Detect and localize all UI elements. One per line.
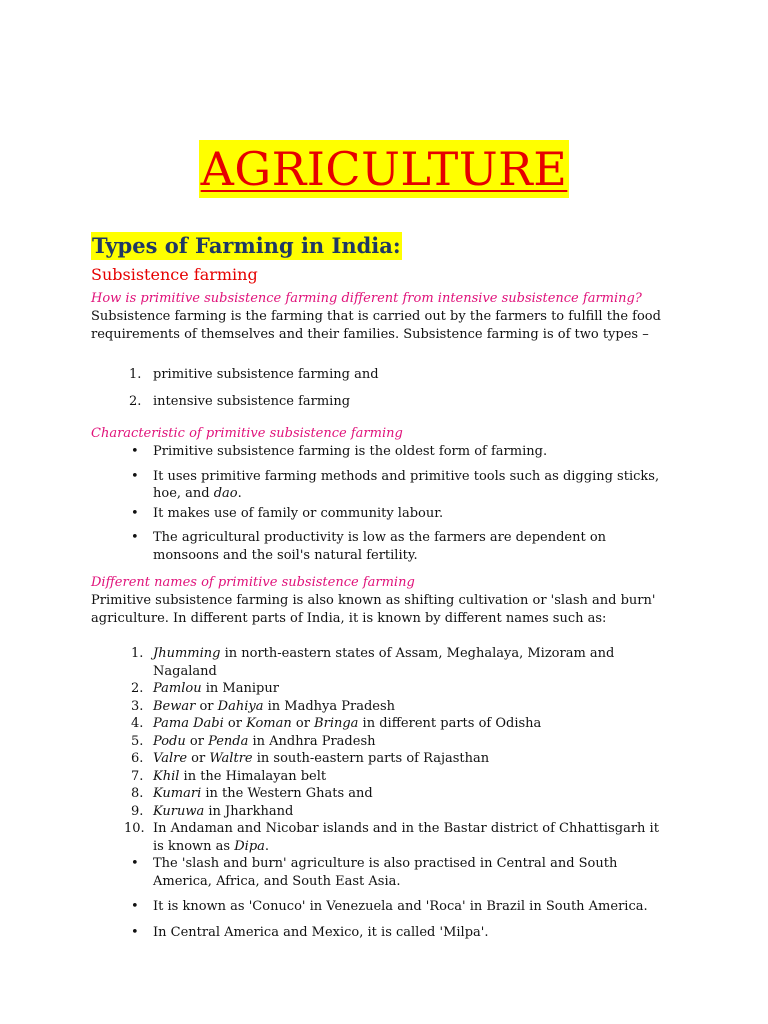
question-text: How is primitive subsistence farming different from intensive subsistence farming? (91, 291, 642, 306)
subsection-heading: Subsistence farming (91, 265, 258, 284)
list-item: • In Central America and Mexico, it is called 'Milpa'. (91, 924, 671, 942)
document-content (91, 232, 671, 941)
list-item: 6. Valre or Waltre in south-eastern parts of Rajasthan (131, 751, 490, 766)
list-item: • It makes use of family or community labour. (91, 505, 671, 523)
list-item: 5. Podu or Penda in Andhra Pradesh (131, 733, 376, 749)
list-item: • It is known as 'Conuco' in Venezuela and 'Roca' in Brazil in South America. (91, 898, 671, 916)
list-item: • It uses primitive farming methods and primitive tools such as digging sticks, hoe, and dao. (91, 468, 671, 503)
document-title: AGRICULTURE (200, 142, 568, 196)
list-item: • Primitive subsistence farming is the oldest form of farming. (91, 443, 671, 461)
types-list (91, 361, 671, 415)
list-item: • The agricultural productivity is low as the farmers are dependent on monsoons and the soil's natural fertility. (91, 529, 671, 564)
section-heading: Types of Farming in India: (92, 233, 401, 258)
title-wrap (0, 140, 768, 198)
list-item: 2. intensive subsistence farming (129, 394, 351, 409)
names-list (91, 645, 671, 855)
list-item: 10. In Andaman and Nicobar islands and in the Bastar district of Chhattisgarh it is known as Dipa. (124, 821, 659, 854)
list-item: 1. Jhumming in north-eastern states of Assam, Meghalaya, Mizoram and Nagaland (131, 646, 615, 679)
world-names-list (91, 855, 671, 941)
list-item: 3. Bewar or Dahiya in Madhya Pradesh (131, 698, 396, 714)
names-heading: Different names of primitive subsistence farming (91, 575, 415, 590)
list-item: 2. Pamlou in Manipur (131, 681, 279, 696)
intro-paragraph: Subsistence farming is the farming that is carried out by the farmers to fulfill the food requirements of themselves and their families. Subsistence farming is of two types – (91, 309, 661, 342)
list-item: 9. Kuruwa in Jharkhand (131, 803, 294, 819)
list-item: 1. primitive subsistence farming and (129, 367, 379, 382)
list-item: 8. Kumari in the Western Ghats and (131, 786, 373, 801)
characteristics-heading: Characteristic of primitive subsistence farming (91, 426, 403, 441)
list-item: 4. Pama Dabi or Koman or Bringa in different parts of Odisha (131, 716, 542, 731)
characteristics-list (91, 443, 671, 564)
list-item: • The 'slash and burn' agriculture is also practised in Central and South America, Africa, and South East Asia. (91, 855, 671, 890)
list-item: 7. Khil in the Himalayan belt (131, 768, 327, 784)
names-intro-paragraph: Primitive subsistence farming is also known as shifting cultivation or 'slash and burn' agriculture. In different parts of India, it is known by different names such as: (91, 593, 656, 626)
